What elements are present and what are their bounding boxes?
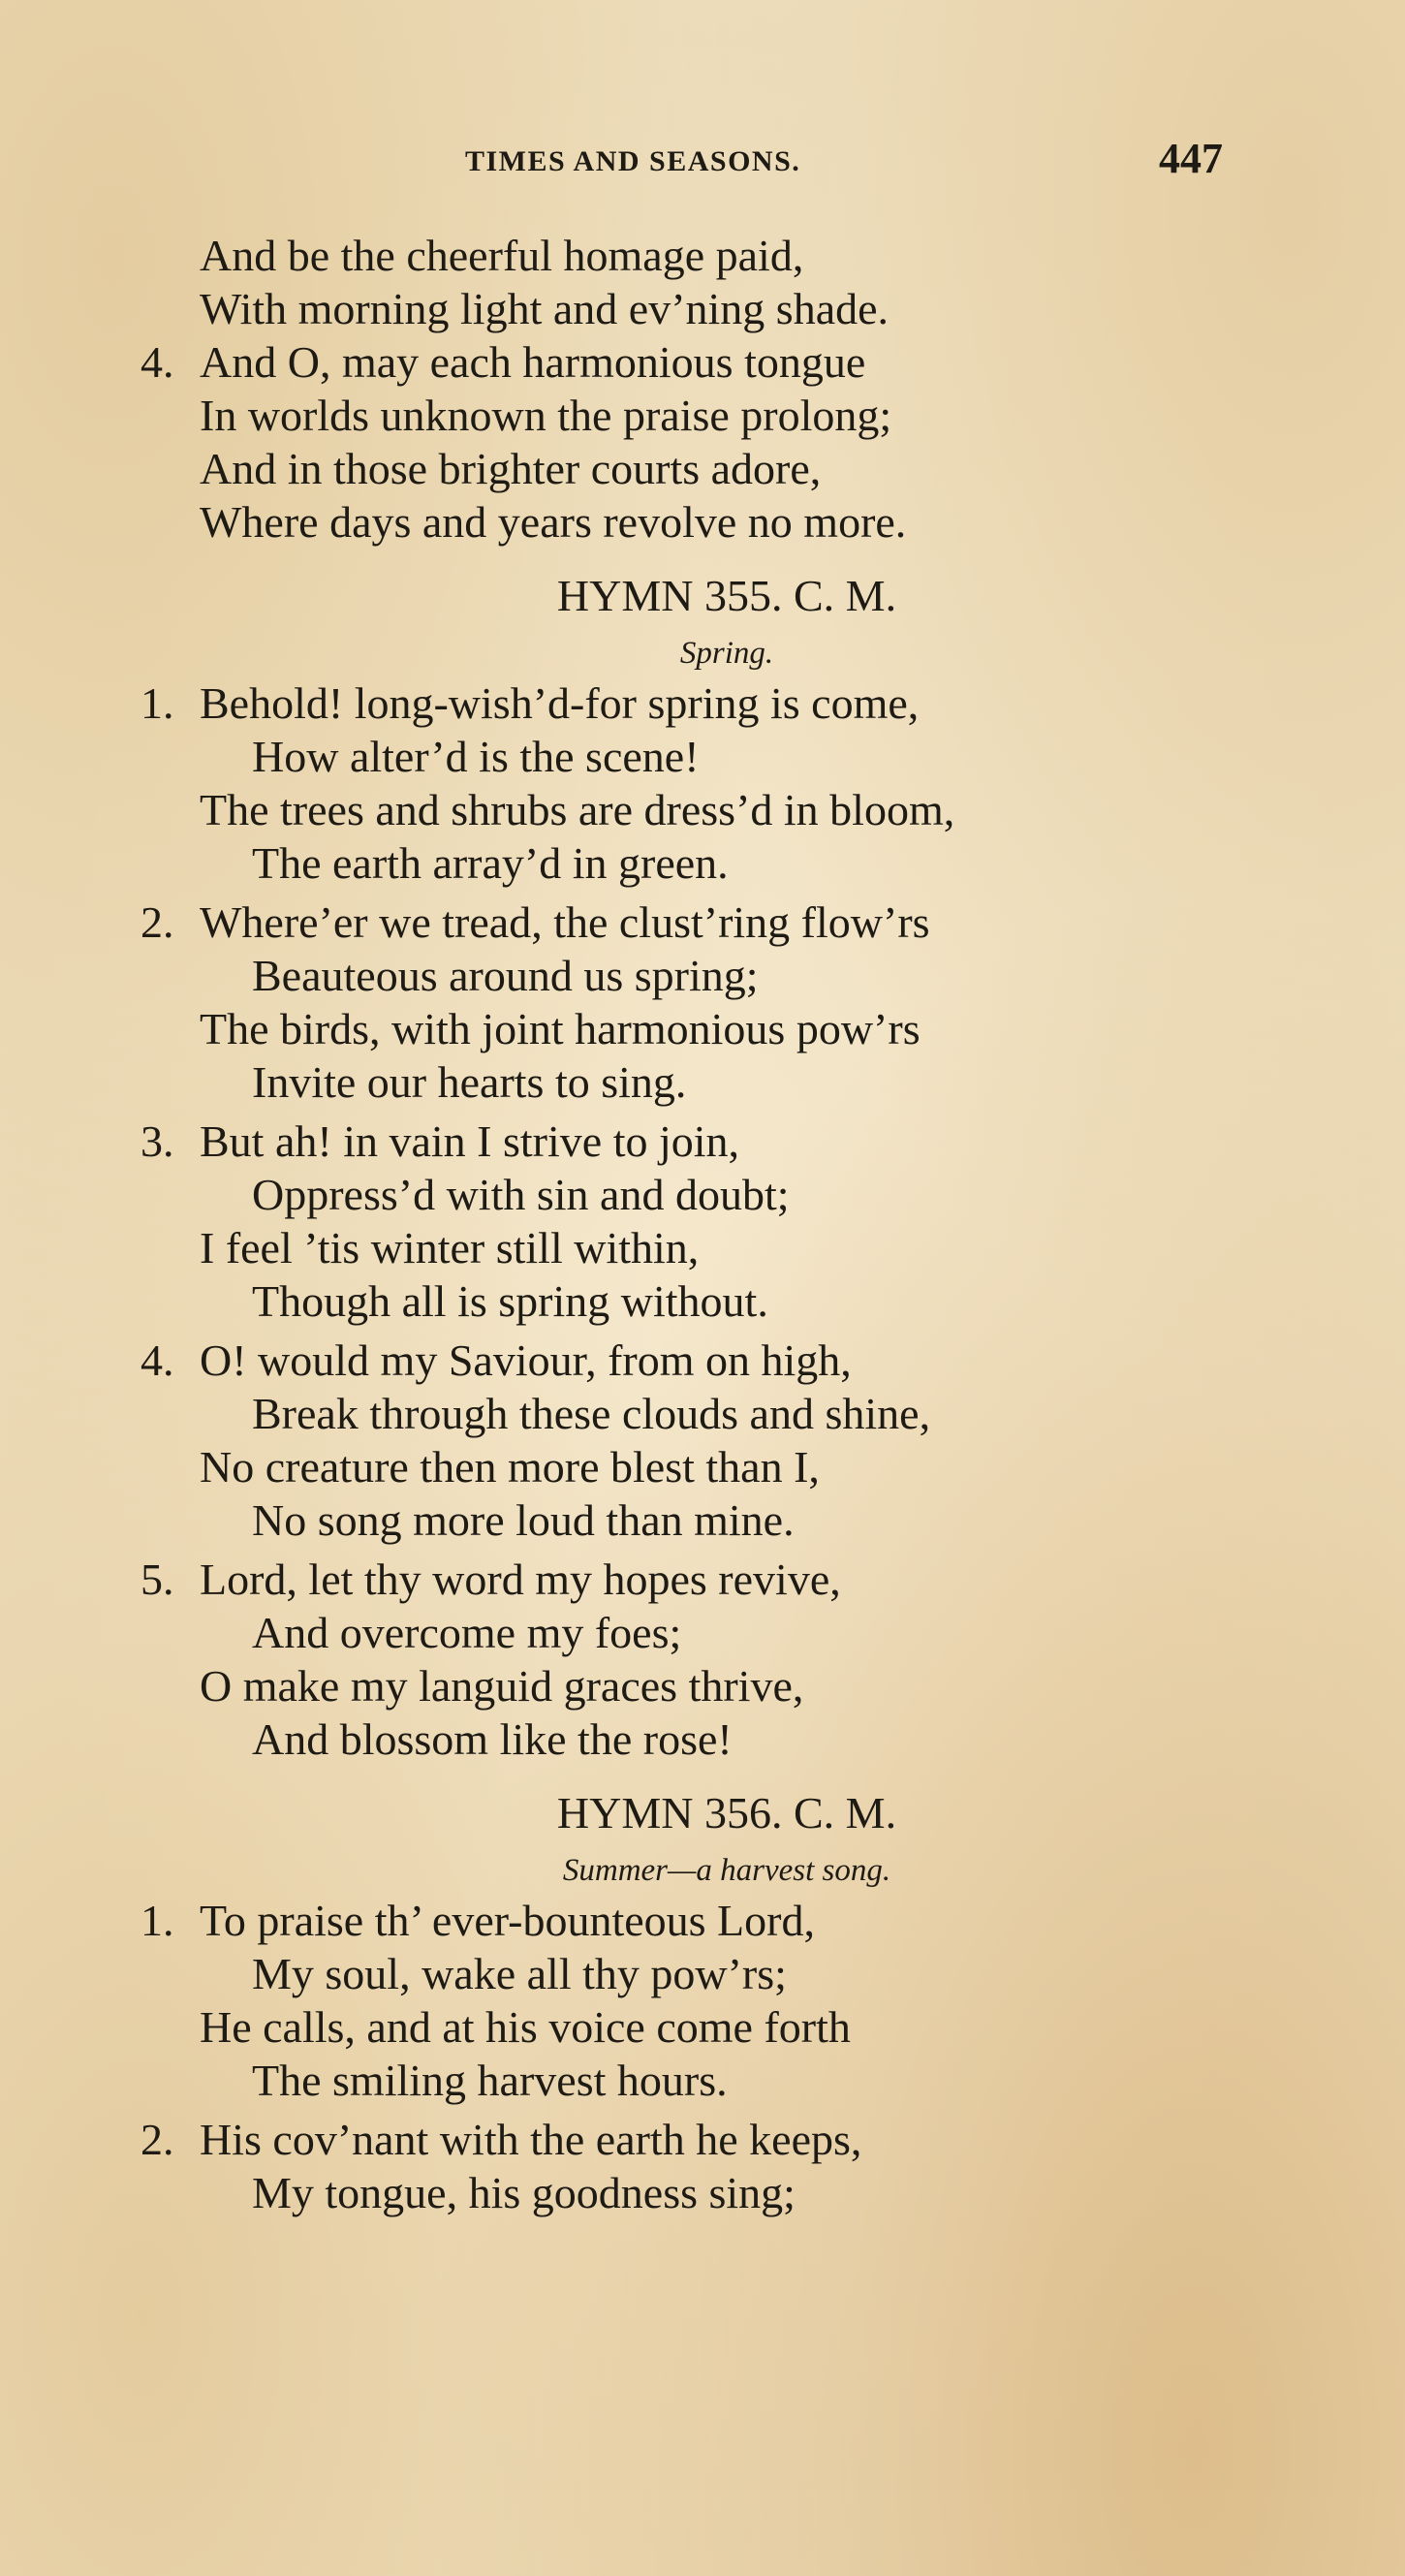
verse-number: 2. <box>140 897 174 947</box>
verse-line: And overcome my foes; <box>252 1608 682 1657</box>
page-body <box>0 229 1405 2219</box>
verse-number: 1. <box>140 678 174 728</box>
page-number: 447 <box>1159 135 1223 182</box>
verse-line-text: O! would my Saviour, from on high, <box>200 1335 852 1385</box>
running-head: TIMES AND SEASONS. <box>465 145 801 177</box>
verse-line: I feel ’tis winter still within, <box>200 1223 700 1272</box>
verse-line: My soul, wake all thy pow’rs; <box>252 1949 787 1998</box>
verse-line: Beauteous around us spring; <box>252 951 759 1000</box>
verse-line-text: His cov’nant with the earth he keeps, <box>200 2115 862 2164</box>
hymn-title: HYMN 356. C. M. <box>556 1788 897 1838</box>
verse-line: The smiling harvest hours. <box>252 2056 728 2105</box>
verse-line-text: And O, may each harmonious tongue <box>200 337 866 387</box>
verse-line-text: Behold! long-wish’d-for spring is come, <box>200 678 920 728</box>
verse-line: Invite our hearts to sing. <box>252 1057 687 1107</box>
verse-number: 2. <box>140 2115 174 2164</box>
verse-line <box>0 1894 1405 1947</box>
verse-number: 4. <box>140 1335 174 1385</box>
verse-line <box>0 1115 1405 1168</box>
verse-line-text: Lord, let thy word my hopes revive, <box>200 1555 841 1604</box>
verse-line <box>0 676 1405 730</box>
verse-line: With morning light and ev’ning shade. <box>200 284 890 333</box>
verse-line: And in those brighter courts adore, <box>200 444 822 493</box>
page-header <box>0 134 1405 192</box>
verse-line: Break through these clouds and shine, <box>252 1389 931 1438</box>
verse-line: The trees and shrubs are dress’d in bloom, <box>200 785 955 834</box>
verse-line: And blossom like the rose! <box>252 1714 733 1764</box>
hymn-title: HYMN 355. C. M. <box>556 571 897 620</box>
verse-number: 5. <box>140 1555 174 1604</box>
verse-line <box>0 895 1405 949</box>
verse-line: And be the cheerful homage paid, <box>200 231 804 280</box>
verse-line: No creature then more blest than I, <box>200 1442 820 1492</box>
verse-line: My tongue, his goodness sing; <box>252 2168 796 2217</box>
verse-number: 4. <box>140 337 174 387</box>
verse-line <box>0 1334 1405 1387</box>
verse-line: In worlds unknown the praise prolong; <box>200 391 892 440</box>
verse-line: He calls, and at his voice come forth <box>200 2002 851 2052</box>
verse-line <box>0 2113 1405 2166</box>
verse-line: The earth array’d in green. <box>252 838 729 888</box>
verse-line-text: Where’er we tread, the clust’ring flow’rs <box>200 897 930 947</box>
verse-line: Where days and years revolve no more. <box>200 497 907 547</box>
verse-line <box>0 335 1405 389</box>
verse-line: Oppress’d with sin and doubt; <box>252 1170 790 1219</box>
verse-line: Though all is spring without. <box>252 1276 768 1326</box>
verse-number: 1. <box>140 1896 174 1945</box>
verse-line <box>0 1553 1405 1606</box>
hymn-subtitle: Summer—a harvest song. <box>562 1853 891 1888</box>
verse-line: How alter’d is the scene! <box>252 732 700 781</box>
verse-line: O make my languid graces thrive, <box>200 1661 804 1711</box>
verse-line: No song more loud than mine. <box>252 1495 795 1545</box>
verse-line: The birds, with joint harmonious pow’rs <box>200 1004 921 1053</box>
hymn-subtitle: Spring. <box>679 636 774 671</box>
verse-number: 3. <box>140 1116 174 1166</box>
verse-line-text: But ah! in vain I strive to join, <box>200 1116 740 1166</box>
verse-line-text: To praise th’ ever-bounteous Lord, <box>200 1896 815 1945</box>
